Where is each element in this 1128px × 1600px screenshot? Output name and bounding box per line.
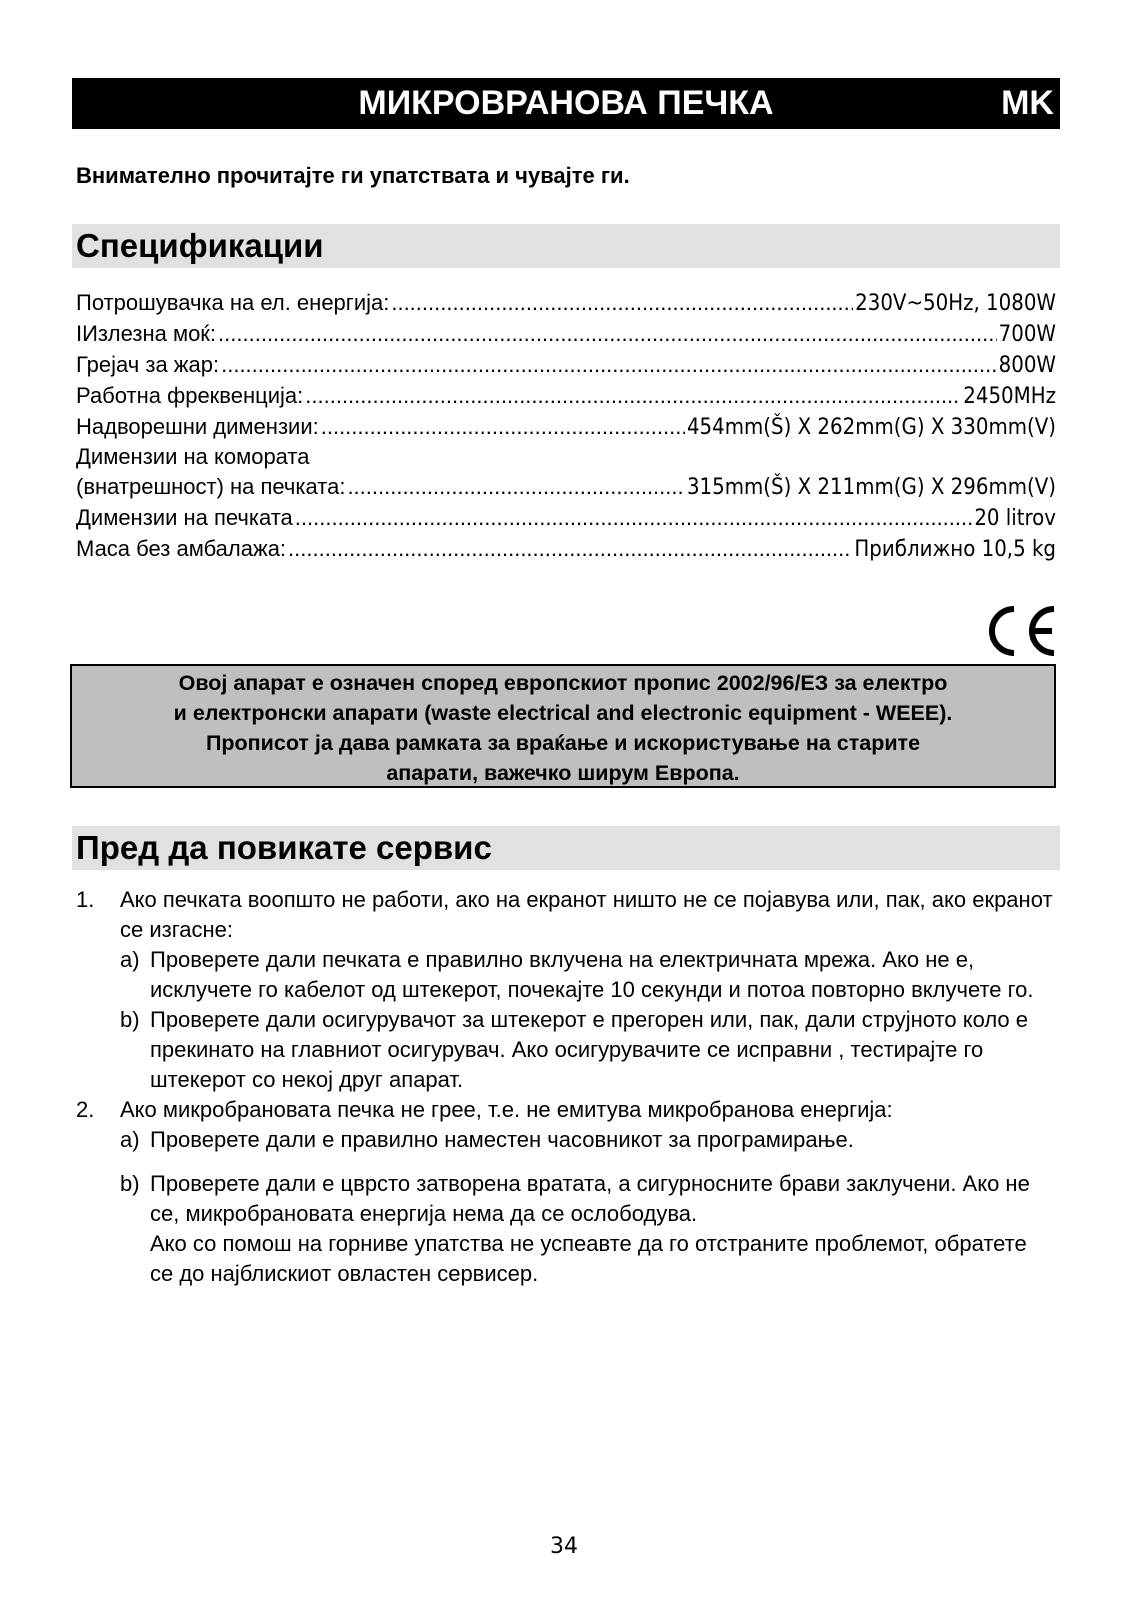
weee-line: апарати, важечко ширум Европа. [386,761,740,785]
list-item [76,1095,1056,1125]
page-number: 34 [550,1534,578,1559]
intro-text: Внимателно прочитајте ги упатствата и чувајте ги. [76,163,630,188]
spec-value: 454mm(Š) X 262mm(G) X 330mm(V) [686,415,1056,440]
sub-item [120,1005,1056,1095]
sub-text: Проверете дали печката е правилно вклучена на електричната мрежа. Ако не е, исклучете го кабелот од штекерот, почекајте 10 секунди и потоа повторно вклучете го. [150,947,1034,1002]
sub-letter: a) [120,1127,140,1152]
spec-label: Димензии на печката [76,505,293,530]
sub-text: Проверете дали осигурувачот за штекерот е прегорен или, пак, дали струјното коло е прекинато на главниот осигурувач. Ако осигурувачите се исправни , тестирајте го штекерот со некој друг апарат. [150,1007,1029,1092]
spec-value: Приближно 10,5 kg [854,537,1056,562]
closing-text: Ако со помош на горниве упатства не успеавте да го отстраните проблемот, обратете се до најблискиот овластен сервисер. [150,1231,1027,1286]
weee-line: и електронски апарати (waste electrical and electronic equipment - WEEE). [173,701,953,725]
specs-heading [72,224,1060,268]
spec-row-outer-dims [76,411,1056,442]
leader-dots [218,318,997,349]
spec-row-frequency [76,380,1056,411]
weee-notice [70,664,1056,788]
spec-label: Маса без амбалажа: [76,536,287,561]
spec-label: (внатрешност) на печката: [76,474,346,499]
spec-row-output [76,318,1056,349]
spec-label: Работна фреквенција: [76,383,304,408]
spec-label: Грејач за жар: [76,352,220,377]
sub-item [120,1125,1056,1155]
list-item [76,885,1056,945]
spec-row-volume [76,502,1056,533]
spec-value: 700W [998,322,1056,347]
leader-dots [295,502,973,533]
spec-label: IИзлезна моќ: [76,321,217,346]
language-code: MK [1001,84,1054,122]
spec-row-cavity-label [76,442,1056,471]
item-number: 1. [76,887,95,912]
spec-row-weight [76,533,1056,564]
weee-line: Овој апарат е означен според европскиот пропис 2002/96/EЗ за електро [178,671,948,695]
service-list [76,885,1056,1289]
spec-value: 315mm(Š) X 211mm(G) X 296mm(V) [686,475,1056,500]
spec-value: 2450MHz [963,384,1056,409]
spec-list [76,287,1056,564]
spec-row-cavity-dims [76,471,1056,502]
weee-line: Прописот ја дава рамката за враќање и искористување на старите [205,731,921,755]
item-number: 2. [76,1097,95,1122]
spec-label: Димензии на комората [76,444,310,469]
leader-dots [305,380,961,411]
spec-value: 800W [998,353,1056,378]
specs-heading-text: Спецификации [76,227,324,264]
sub-letter: b) [120,1171,140,1196]
page-title: МИКРОВРАНОВА ПЕЧКА [358,84,774,122]
closing-note [120,1229,1056,1289]
item-text: Ако печката воопшто не работи, ако на екранот ништо не се појавува или, пак, ако екранот се изгасне: [120,887,1053,942]
item-text: Ако микробрановата печка не грее, т.е. не емитува микробранова енергија: [120,1097,893,1122]
sub-text: Проверете дали е цврсто затворена вратата, а сигурносните брави заклучени. Ако не се, микробрановата енергија нема да се ослободува. [150,1171,1030,1226]
leader-dots [288,533,852,564]
spec-label: Потрошувачка на ел. енергија: [76,290,390,315]
sub-letter: b) [120,1007,140,1032]
spec-row-power [76,287,1056,318]
sub-text: Проверете дали е правилно наместен часовникот за програмирање. [150,1127,854,1152]
leader-dots [391,287,853,318]
sub-item [120,1169,1056,1229]
leader-dots [321,411,685,442]
leader-dots [347,471,685,502]
service-heading [72,826,1060,870]
spec-row-grill [76,349,1056,380]
ce-mark-icon [978,603,1058,659]
title-bar [72,78,1060,129]
sub-letter: a) [120,947,140,972]
spec-label: Надворешни димензии: [76,414,319,439]
sub-item [120,945,1056,1005]
service-heading-text: Пред да повикате сервис [76,829,492,866]
spec-value: 20 litrov [974,506,1056,531]
spec-value: 230V~50Hz, 1080W [855,291,1056,316]
spacer [76,1155,1056,1169]
leader-dots [221,349,997,380]
